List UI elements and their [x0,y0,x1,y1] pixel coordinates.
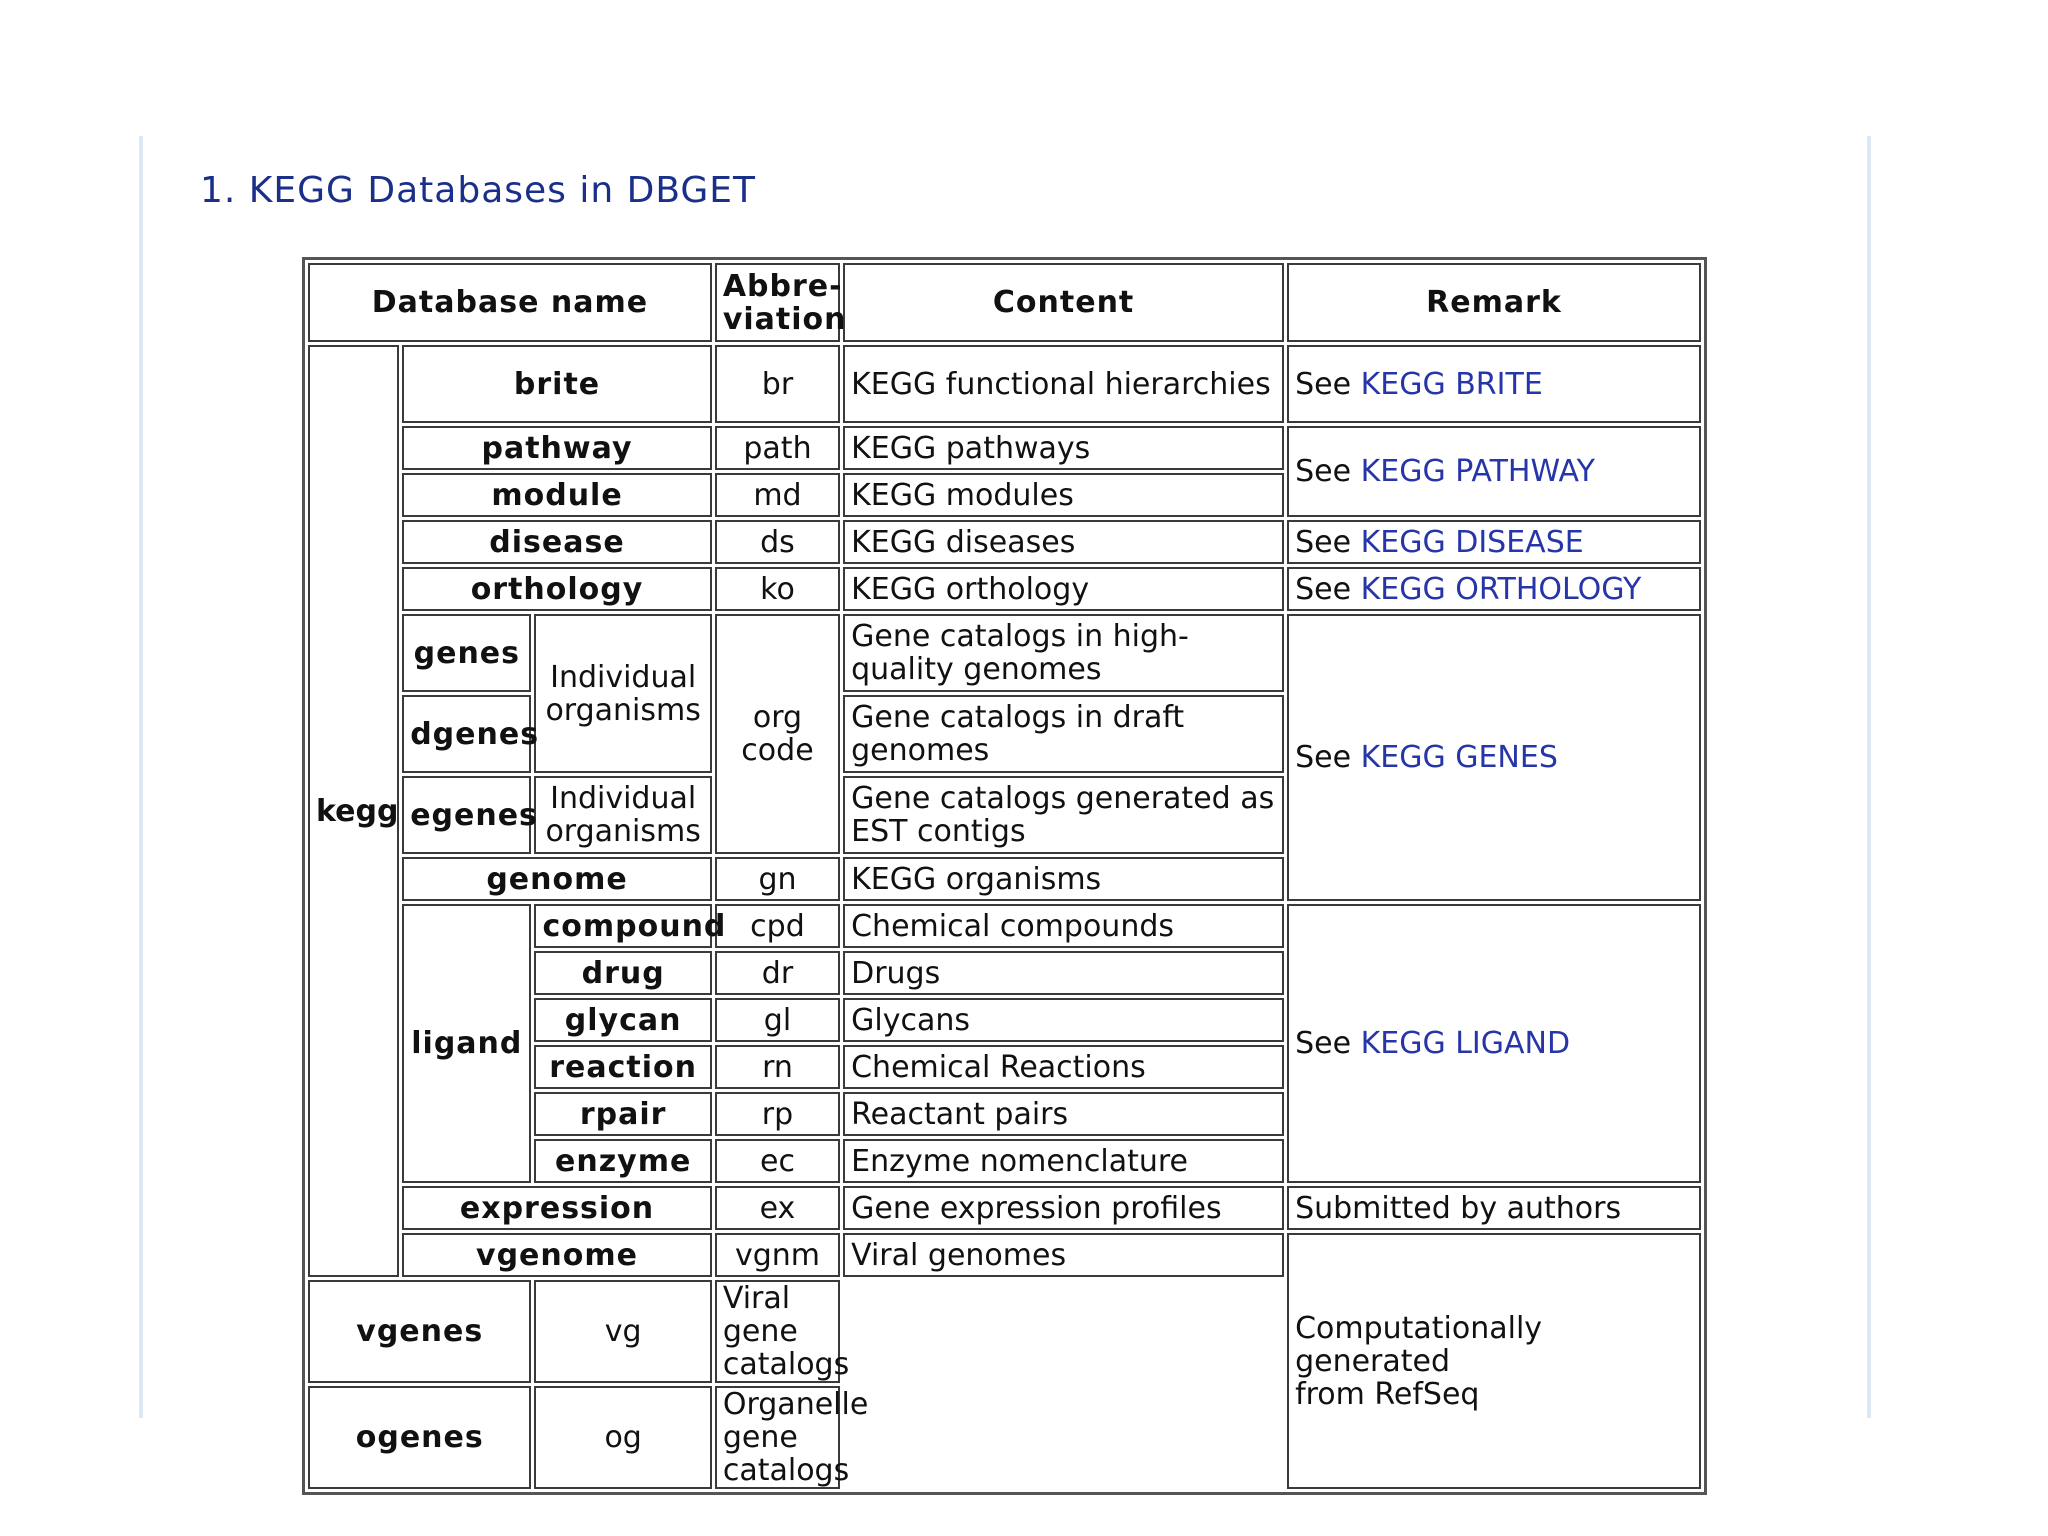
header-row [308,263,1701,342]
abbr-vgenes: vg [534,1280,711,1383]
remark-see-text: See [1295,571,1361,607]
db-link-compound[interactable]: compound [534,904,711,948]
group-label-kegg[interactable]: kegg [308,345,399,1277]
content-module: KEGG modules [843,473,1284,517]
remark-ligand [1287,904,1701,1183]
db-link-pathway[interactable]: pathway [402,426,712,470]
abbr-brite: br [715,345,840,423]
remark-see-text: See [1295,366,1361,402]
db-link-brite[interactable]: brite [402,345,712,423]
abbr-rpair: rp [715,1092,840,1136]
content-genome: KEGG organisms [843,857,1284,901]
content-ogenes: Organelle gene catalogs [715,1386,840,1489]
db-link-orthology[interactable]: orthology [402,567,712,611]
section-heading: 1. KEGG Databases in DBGET [200,170,757,211]
db-link-dgenes[interactable]: dgenes [402,695,531,773]
table-row [308,426,1701,470]
abbr-pathway: path [715,426,840,470]
content-egenes: Gene catalogs generated as EST contigs [843,776,1284,854]
content-dgenes: Gene catalogs in draft genomes [843,695,1284,773]
content-drug: Drugs [843,951,1284,995]
db-link-ogenes[interactable]: ogenes [308,1386,531,1489]
remark-genes [1287,614,1701,901]
link-kegg-genes[interactable]: KEGG GENES [1360,740,1558,775]
remark-orthology [1287,567,1701,611]
content-pathway: KEGG pathways [843,426,1284,470]
content-brite: KEGG functional hierarchies [843,345,1284,423]
db-link-egenes[interactable]: egenes [402,776,531,854]
abbr-drug: dr [715,951,840,995]
content-glycan: Glycans [843,998,1284,1042]
link-kegg-ligand[interactable]: KEGG LIGAND [1360,1026,1571,1061]
abbr-compound: cpd [715,904,840,948]
abbr-disease: ds [715,520,840,564]
content-expression: Gene expression profiles [843,1186,1284,1230]
table-row [308,904,1701,948]
db-link-genes[interactable]: genes [402,614,531,692]
abbr-reaction: rn [715,1045,840,1089]
remark-pathway [1287,426,1701,517]
table-row [308,520,1701,564]
db-link-module[interactable]: module [402,473,712,517]
abbr-genome: gn [715,857,840,901]
content-orthology: KEGG orthology [843,567,1284,611]
header-abbreviation: Abbre- viation [715,263,840,342]
db-link-reaction[interactable]: reaction [534,1045,711,1089]
table-row [308,614,1701,692]
left-border-rule [139,136,143,1418]
abbr-glycan: gl [715,998,840,1042]
content-compound: Chemical compounds [843,904,1284,948]
content-rpair: Reactant pairs [843,1092,1284,1136]
header-content: Content [843,263,1284,342]
db-link-enzyme[interactable]: enzyme [534,1139,711,1183]
remark-expression: Submitted by authors [1287,1186,1701,1230]
kegg-databases-table [302,257,1707,1495]
remark-see-text: See [1295,454,1361,489]
abbr-expression: ex [715,1186,840,1230]
remark-brite [1287,345,1701,423]
right-border-rule [1867,136,1871,1418]
abbr-module: md [715,473,840,517]
group-label-ligand[interactable]: ligand [402,904,531,1183]
db-link-drug[interactable]: drug [534,951,711,995]
abbr-enzyme: ec [715,1139,840,1183]
table-row [308,567,1701,611]
table-row [308,345,1701,423]
db-link-rpair[interactable]: rpair [534,1092,711,1136]
content-vgenome: Viral genomes [843,1233,1284,1277]
db-link-expression[interactable]: expression [402,1186,712,1230]
db-link-vgenome[interactable]: vgenome [402,1233,712,1277]
abbr-org-code: org code [715,614,840,854]
link-kegg-orthology[interactable]: KEGG ORTHOLOGY [1360,571,1642,607]
remark-see-text: See [1295,740,1361,775]
remark-refseq: Computationally generated from RefSeq [1287,1233,1701,1489]
content-vgenes: Viral gene catalogs [715,1280,840,1383]
table-row [308,1233,1701,1277]
individual-organisms-genes: Individual organisms [534,614,711,773]
remark-see-text: See [1295,1026,1361,1061]
link-kegg-brite[interactable]: KEGG BRITE [1360,366,1543,402]
remark-see-text: See [1295,524,1361,560]
individual-organisms-egenes: Individual organisms [534,776,711,854]
content-enzyme: Enzyme nomenclature [843,1139,1284,1183]
remark-disease [1287,520,1701,564]
db-link-disease[interactable]: disease [402,520,712,564]
abbr-vgenome: vgnm [715,1233,840,1277]
db-link-genome[interactable]: genome [402,857,712,901]
content-disease: KEGG diseases [843,520,1284,564]
content-genes: Gene catalogs in high-quality genomes [843,614,1284,692]
table-row [308,1186,1701,1230]
abbr-ogenes: og [534,1386,711,1489]
header-database-name: Database name [308,263,712,342]
header-remark: Remark [1287,263,1701,342]
link-kegg-disease[interactable]: KEGG DISEASE [1360,524,1584,560]
db-link-vgenes[interactable]: vgenes [308,1280,531,1383]
content-reaction: Chemical Reactions [843,1045,1284,1089]
db-link-glycan[interactable]: glycan [534,998,711,1042]
abbr-orthology: ko [715,567,840,611]
link-kegg-pathway[interactable]: KEGG PATHWAY [1360,454,1596,489]
